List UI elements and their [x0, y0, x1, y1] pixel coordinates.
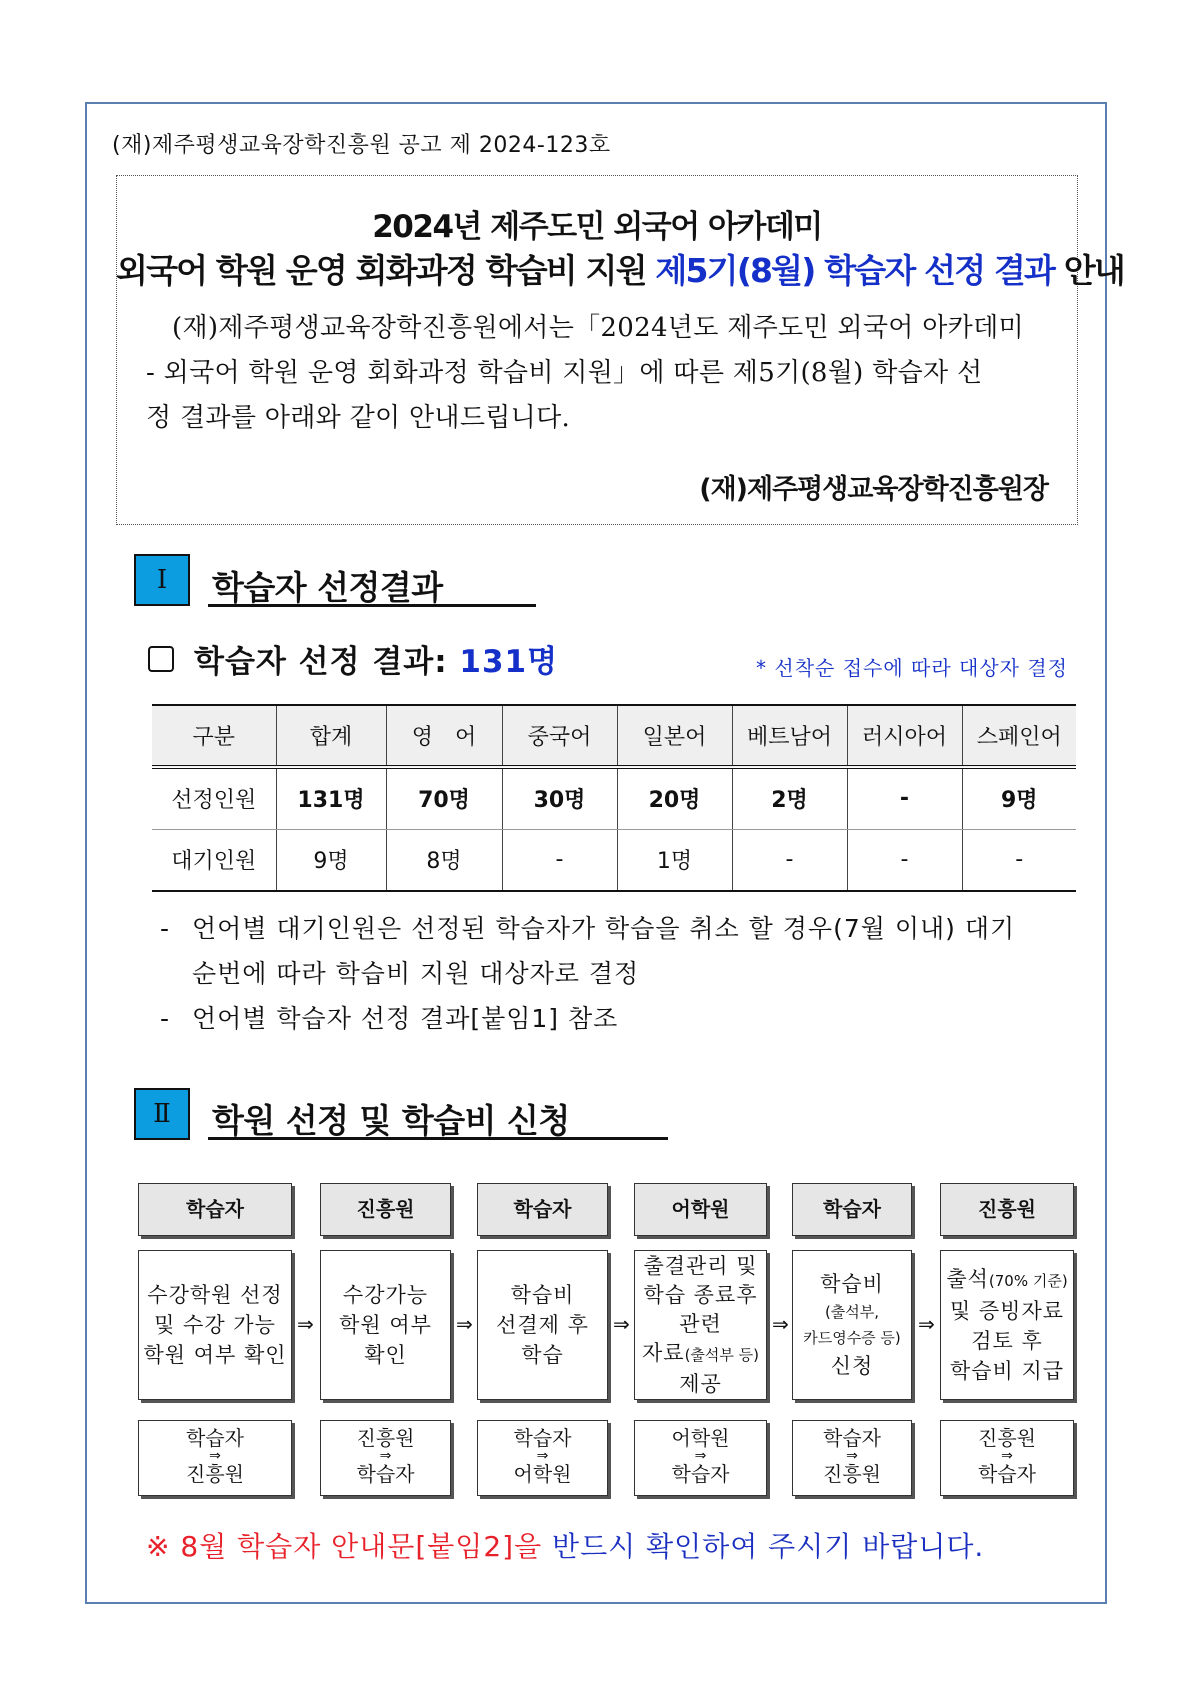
table-cell: 8명 — [386, 829, 502, 891]
intro-paragraph — [146, 306, 1046, 441]
flow-actor-3: 학습자 — [477, 1183, 608, 1236]
table-cell: 20명 — [617, 767, 732, 829]
signer: (재)제주평생교육장학진흥원장 — [699, 474, 1048, 505]
section-2-title: 학원 선정 및 학습비 신청 — [212, 1101, 570, 1140]
flow-text: 및 수강 가능 — [154, 1313, 276, 1337]
flow-from: 진흥원 — [356, 1426, 415, 1450]
table-header-cell: 구분 — [152, 705, 276, 767]
flow-from: 학습자 — [823, 1426, 881, 1450]
flow-text: 출결관리 및 — [643, 1253, 758, 1278]
arrow-icon: ⇒ — [379, 1448, 392, 1464]
table-header-cell: 일본어 — [617, 705, 732, 767]
table-cell: 131명 — [276, 767, 386, 829]
flow-actor-1: 학습자 — [138, 1183, 292, 1236]
flow-from: 어학원 — [671, 1426, 730, 1450]
table-cell: - — [847, 767, 962, 829]
flow-to: 학습자 — [978, 1462, 1036, 1486]
flow-text: 학원 여부 — [339, 1313, 432, 1337]
flow-actor-4: 어학원 — [634, 1183, 767, 1236]
note-line: 언어별 대기인원은 선정된 학습자가 학습을 취소 할 경우(7월 이내) 대기 — [192, 914, 1016, 943]
title-suffix: 안내 — [1054, 251, 1124, 290]
table-cell: 대기인원 — [152, 829, 276, 891]
selection-note: * 선착순 접수에 따라 대상자 결정 — [756, 656, 1068, 680]
section-1-underline — [208, 604, 536, 607]
checkbox-icon — [148, 646, 174, 672]
selection-heading-label: 학습자 선정 결과: — [194, 644, 460, 680]
arrow-icon: ⇒ — [918, 1312, 935, 1336]
title-line-1: 2024년 제주도민 외국어 아카데미 — [372, 209, 822, 245]
section-2-underline — [208, 1137, 668, 1140]
flow-text: 제공 — [679, 1371, 722, 1396]
flow-from: 학습자 — [513, 1426, 572, 1450]
flow-text: 검토 후 — [971, 1329, 1043, 1353]
intro-line-1: (재)제주평생교육장학진흥원에서는「2024년도 제주도민 외국어 아카데미 — [172, 313, 1024, 343]
table-cell: - — [847, 829, 962, 891]
flow-to: 학습자 — [356, 1462, 415, 1486]
flow-actor-2: 진흥원 — [320, 1183, 451, 1236]
flow-text: 학습비 — [510, 1283, 575, 1307]
flow-from: 학습자 — [186, 1426, 244, 1450]
flow-step-1 — [138, 1250, 292, 1400]
table-cell: 선정인원 — [152, 767, 276, 829]
notice-number: (재)제주평생교육장학진흥원 공고 제 2024-123호 — [112, 133, 611, 158]
table-header-cell: 러시아어 — [847, 705, 962, 767]
flow-text: 및 증빙자료 — [949, 1299, 1065, 1323]
arrow-icon: ⇒ — [846, 1448, 858, 1464]
flow-actor-6: 진흥원 — [940, 1183, 1074, 1236]
title-prefix: 외국어 학원 운영 회화과정 학습비 지원 — [116, 251, 656, 290]
table-cell: - — [502, 829, 617, 891]
flow-text: 학습 종료후 — [643, 1282, 758, 1307]
selection-heading — [194, 636, 558, 681]
section-2-badge: Ⅱ — [134, 1088, 190, 1140]
note-line: 언어별 학습자 선정 결과[붙임1] 참조 — [192, 1004, 619, 1033]
flow-direction-6 — [940, 1420, 1074, 1496]
flow-text: 신청 — [830, 1354, 874, 1378]
flow-step-5 — [792, 1250, 912, 1400]
flow-to: 진흥원 — [186, 1462, 244, 1486]
flow-to: 어학원 — [513, 1462, 572, 1486]
flow-text: 확인 — [364, 1343, 407, 1367]
flow-text: 수강가능 — [342, 1283, 429, 1307]
flow-direction-2 — [320, 1420, 451, 1496]
section-1-title: 학습자 선정결과 — [212, 568, 443, 607]
flow-step-6 — [940, 1250, 1074, 1400]
final-note-red: 8월 학습자 안내문[붙임2]을 — [180, 1530, 543, 1563]
title-highlight: 제5기(8월) 학습자 선정 결과 — [655, 251, 1055, 290]
note-dash: - — [160, 914, 171, 943]
title-line-2 — [116, 245, 1124, 292]
arrow-icon: ⇒ — [536, 1448, 549, 1464]
table-cell: 1명 — [617, 829, 732, 891]
flow-text: 학원 여부 확인 — [143, 1343, 287, 1367]
note-item — [160, 996, 1080, 1041]
table-header-cell: 중국어 — [502, 705, 617, 767]
flow-direction-3 — [477, 1420, 608, 1496]
flow-text: 관련 — [679, 1311, 722, 1336]
note-item — [160, 906, 1080, 996]
section-1-badge: Ⅰ — [134, 554, 190, 606]
final-note — [146, 1525, 984, 1565]
arrow-icon: ⇒ — [694, 1448, 707, 1464]
flow-text — [642, 1339, 759, 1370]
arrow-icon: ⇒ — [297, 1312, 314, 1336]
flow-to: 학습자 — [671, 1462, 730, 1486]
flow-text-part: 자료 — [641, 1340, 685, 1365]
arrow-icon: ⇒ — [1001, 1448, 1013, 1464]
flow-text-small: 카드영수증 등) — [803, 1329, 901, 1347]
selection-notes — [160, 906, 1080, 1041]
flow-text-small: (70% 기준) — [988, 1272, 1068, 1290]
flow-text: 수강학원 선정 — [147, 1283, 283, 1307]
flow-direction-5 — [792, 1420, 912, 1496]
table-cell: 9명 — [962, 767, 1076, 829]
arrow-icon: ⇒ — [456, 1312, 473, 1336]
flow-direction-1 — [138, 1420, 292, 1496]
final-note-blue: 반드시 확인하여 주시기 바랍니다. — [552, 1530, 985, 1563]
table-row — [152, 829, 1076, 891]
arrow-icon: ⇒ — [772, 1312, 789, 1336]
selection-heading-value: 131명 — [459, 644, 559, 680]
table-header-cell: 합계 — [276, 705, 386, 767]
table-cell: - — [962, 829, 1076, 891]
selection-table — [152, 704, 1076, 892]
table-header-cell: 영 어 — [386, 705, 502, 767]
arrow-icon: ⇒ — [209, 1448, 221, 1464]
table-header-row — [152, 705, 1076, 767]
table-row — [152, 767, 1076, 829]
arrow-icon: ⇒ — [613, 1312, 630, 1336]
flow-text-part: 출석 — [946, 1267, 989, 1291]
table-header-cell: 베트남어 — [732, 705, 847, 767]
flow-step-2 — [320, 1250, 451, 1400]
flow-text-small: (출석부 등) — [684, 1345, 759, 1364]
flow-from: 진흥원 — [978, 1426, 1036, 1450]
intro-line-3: 정 결과를 아래와 같이 안내드립니다. — [146, 403, 571, 433]
flow-text: 학습비 — [820, 1272, 884, 1296]
table-cell: 9명 — [276, 829, 386, 891]
table-header-cell: 스페인어 — [962, 705, 1076, 767]
table-cell: 30명 — [502, 767, 617, 829]
intro-line-2: - 외국어 학원 운영 회화과정 학습비 지원」에 따른 제5기(8월) 학습자 선 — [146, 358, 983, 388]
flow-direction-4 — [634, 1420, 767, 1496]
flow-text: 선결제 후 — [496, 1313, 589, 1337]
flow-text — [946, 1264, 1067, 1296]
note-line: 순번에 따라 학습비 지원 대상자로 결정 — [192, 959, 640, 988]
flow-to: 진흥원 — [823, 1462, 881, 1486]
flow-step-4 — [634, 1250, 767, 1400]
table-cell: - — [732, 829, 847, 891]
flow-text-small: (출석부, — [824, 1303, 880, 1321]
table-cell: 2명 — [732, 767, 847, 829]
note-dash: - — [160, 1004, 171, 1033]
flow-text: 학습 — [521, 1343, 564, 1367]
flow-text: 학습비 지급 — [949, 1359, 1065, 1383]
table-cell: 70명 — [386, 767, 502, 829]
flow-actor-5: 학습자 — [792, 1183, 912, 1236]
flow-step-3 — [477, 1250, 608, 1400]
reference-mark-icon: ※ — [146, 1530, 171, 1563]
